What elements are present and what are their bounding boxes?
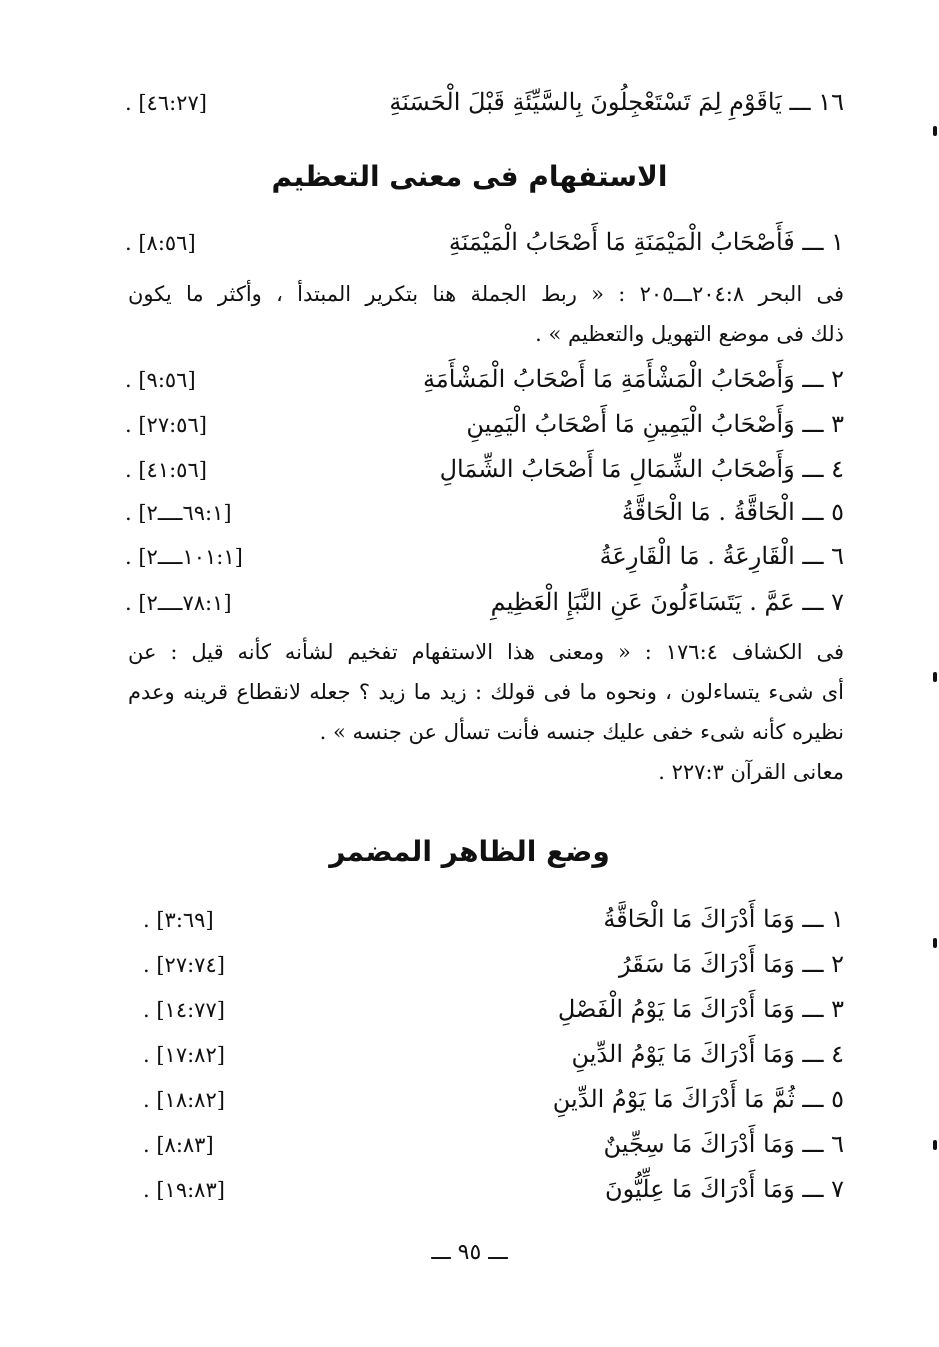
verse-line [125, 1130, 844, 1158]
section-heading-glorification: الاستفهام فى معنى التعظيم [271, 160, 668, 193]
scan-edge-mark [933, 672, 937, 682]
scan-edge-mark [933, 126, 937, 136]
commentary-line: نظيره كأنه شىء خفى عليك جنسه فأنت تسأل عن جنسه » . [319, 720, 844, 744]
verse-text: ٧ ـــ عَمَّ . يَتَسَاءَلُونَ عَنِ النَّبَإِ الْعَظِيمِ [490, 588, 844, 616]
verse-text: ١٦ ـــ يَاقَوْمِ لِمَ تَسْتَعْجِلُونَ بِالسَّيِّئَةِ قَبْلَ الْحَسَنَةِ [389, 88, 844, 116]
verse-line [125, 365, 844, 393]
verse-reference: . [٤٦:٢٧] [125, 91, 207, 115]
verse-reference: . [٢٧:٧٤] [143, 953, 225, 977]
commentary-line: معانى القرآن ٢٢٧:٣ . [658, 760, 844, 784]
verse-line [125, 588, 844, 616]
verse-text: ٤ ـــ وَمَا أَدْرَاكَ مَا يَوْمُ الدِّينِ [571, 1040, 844, 1068]
verse-text: ٢ ـــ وَأَصْحَابُ الْمَشْأَمَةِ مَا أَصْحَابُ الْمَشْأَمَةِ [422, 365, 844, 393]
commentary-line: فى الكشاف ١٧٦:٤ : « ومعنى هذا الاستفهام تفخيم لشأنه كأنه قيل : عن [128, 640, 844, 664]
scan-edge-mark [933, 1140, 937, 1150]
verse-reference: . [١٠١:١ــــ٢] [125, 545, 243, 569]
verse-line [125, 498, 844, 526]
verse-text: ١ ـــ فَأَصْحَابُ الْمَيْمَنَةِ مَا أَصْحَابُ الْمَيْمَنَةِ [448, 228, 844, 256]
verse-reference: . [٧٨:١ــــ٢] [125, 591, 232, 615]
verse-reference: . [٤١:٥٦] [125, 458, 207, 482]
verse-line [125, 228, 844, 256]
verse-text: ٣ ـــ وَأَصْحَابُ الْيَمِينِ مَا أَصْحَابُ الْيَمِينِ [466, 410, 844, 438]
section-heading-explicit-for-implicit: وضع الظاهر المضمر [329, 835, 610, 868]
verse-line [125, 995, 844, 1023]
scan-edge-mark [933, 938, 937, 948]
verse-text: ٤ ـــ وَأَصْحَابُ الشِّمَالِ مَا أَصْحَابُ الشِّمَالِ [439, 455, 844, 483]
verse-text: ٦ ـــ وَمَا أَدْرَاكَ مَا سِجِّينٌ [603, 1130, 844, 1158]
verse-line [125, 1040, 844, 1068]
verse-text: ٧ ـــ وَمَا أَدْرَاكَ مَا عِلِّيُّونَ [605, 1175, 844, 1203]
verse-reference: . [٣:٦٩] [143, 908, 214, 932]
commentary-line: ذلك فى موضع التهويل والتعظيم » . [535, 322, 844, 346]
verse-reference: . [٨:٨٣] [143, 1133, 214, 1157]
commentary-line: فى البحر ٢٠٤:٨ـــ٢٠٥ : « ربط الجملة هنا بتكرير المبتدأ ، وأكثر ما يكون [128, 282, 844, 306]
verse-reference: . [٨:٥٦] [125, 231, 196, 255]
verse-text: ١ ـــ وَمَا أَدْرَاكَ مَا الْحَاقَّةُ [603, 905, 844, 933]
verse-line [125, 410, 844, 438]
verse-text: ٦ ـــ الْقَارِعَةُ . مَا الْقَارِعَةُ [599, 542, 844, 570]
commentary-line: أى شىء يتساءلون ، ونحوه ما فى قولك : زيد ما زيد ؟ جعله لانقطاع قرينه وعدم [128, 680, 844, 704]
verse-reference: . [٦٩:١ــــ٢] [125, 501, 232, 525]
verse-text: ٣ ـــ وَمَا أَدْرَاكَ مَا يَوْمُ الْفَصْلِ [557, 995, 844, 1023]
verse-line [125, 905, 844, 933]
verse-line [125, 542, 844, 570]
verse-line [125, 950, 844, 978]
verse-reference: . [١٤:٧٧] [143, 998, 225, 1022]
verse-reference: . [٩:٥٦] [125, 368, 196, 392]
verse-reference: . [١٩:٨٣] [143, 1178, 225, 1202]
verse-line [125, 88, 844, 116]
verse-reference: . [١٧:٨٢] [143, 1043, 225, 1067]
verse-reference: . [١٨:٨٢] [143, 1088, 225, 1112]
page-number: ـــ ٩٥ ـــ [431, 1240, 508, 1265]
verse-line [125, 1175, 844, 1203]
verse-text: ٥ ـــ الْحَاقَّةُ . مَا الْحَاقَّةُ [621, 498, 844, 526]
verse-text: ٥ ـــ ثُمَّ مَا أَدْرَاكَ مَا يَوْمُ الدِّينِ [552, 1085, 844, 1113]
verse-line [125, 1085, 844, 1113]
verse-reference: . [٢٧:٥٦] [125, 413, 207, 437]
verse-text: ٢ ـــ وَمَا أَدْرَاكَ مَا سَقَرُ [619, 950, 844, 978]
verse-line [125, 455, 844, 483]
